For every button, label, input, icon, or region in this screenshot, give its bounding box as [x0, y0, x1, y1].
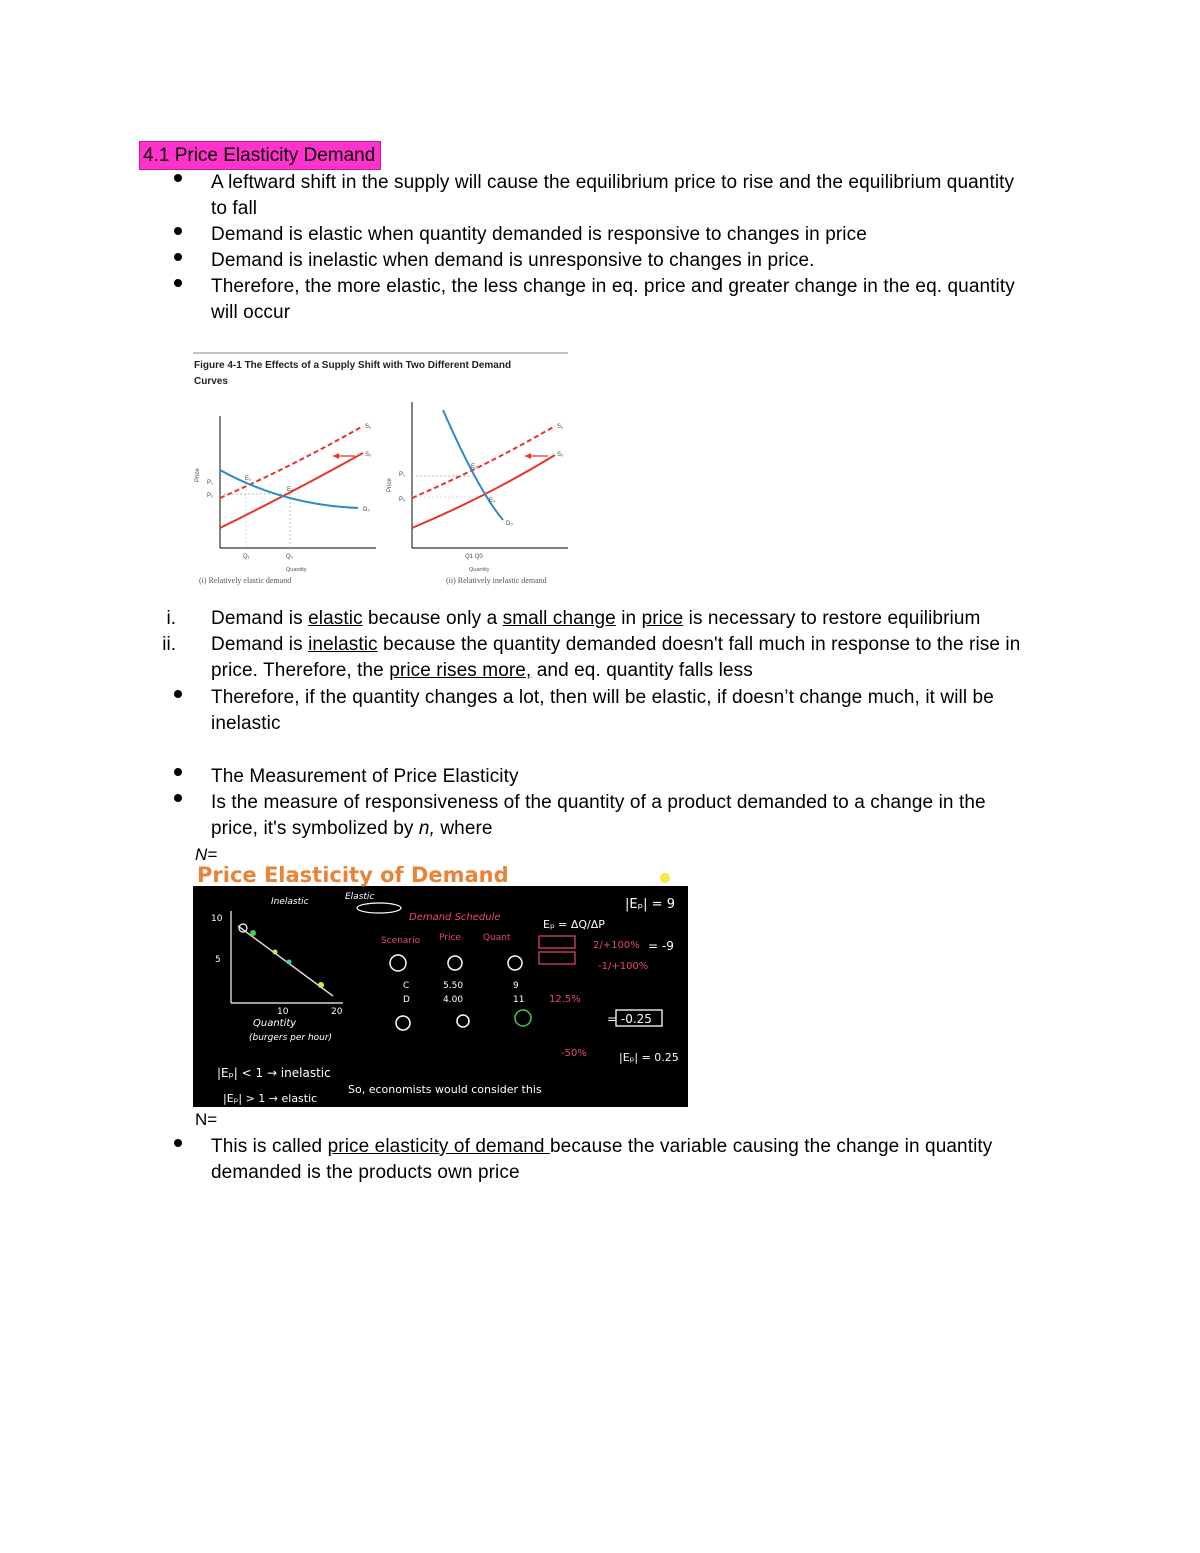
video-row-c-quant: 9 [513, 981, 519, 991]
n-equals-label: N= [195, 845, 218, 864]
video-box [539, 952, 575, 964]
label-e1: E₁ [471, 464, 478, 470]
video-scribble [448, 956, 462, 970]
video-axis-quantity-unit: (burgers per hour) [249, 1033, 333, 1043]
video-pct-neg50: -50% [561, 1048, 587, 1059]
roman-numeral-ii: ii. [162, 634, 176, 655]
video-inelastic-note: Inelastic [271, 897, 309, 907]
video-blackboard-svg [193, 866, 688, 1107]
video-point [287, 960, 292, 965]
roman-text-i [211, 606, 1071, 632]
label-q0: Q₀ [286, 554, 294, 560]
video-row-d-scenario: D [403, 995, 410, 1005]
video-abs-top: |Eₚ| = 9 [625, 897, 675, 912]
text-line [211, 658, 1071, 684]
caption-elastic: (i) Relatively elastic demand [199, 576, 292, 585]
label-q1-q0: Q1 Q0 [465, 554, 483, 560]
underlined-text: price elasticity of demand [327, 1136, 550, 1157]
panel-elastic [195, 416, 376, 573]
y-axis-label: Price [195, 468, 201, 482]
y-axis-label: Price [387, 478, 393, 492]
video-col-quant: Quant [483, 933, 511, 943]
bullet-dot [174, 253, 182, 261]
bullet-dot [174, 279, 182, 287]
text-line: to fall [211, 198, 258, 219]
video-row-d-quant: 11 [513, 995, 525, 1005]
video-tick-5y: 5 [215, 955, 221, 965]
bullet-dot [174, 690, 182, 698]
video-rule-elastic: |Eₚ| > 1 → elastic [223, 1092, 318, 1105]
label-e0: E₀ [489, 498, 496, 504]
figure-4-1 [193, 350, 571, 592]
label-s1: S₁ [365, 424, 372, 430]
underlined-text: price rises more, [389, 660, 532, 681]
bullet-text-supply-shift [211, 170, 1071, 222]
text-run: because the quantity demanded doesn't fall much in response to the rise in [377, 634, 1021, 655]
text-run: Demand is [211, 634, 309, 655]
shift-arrow-head [525, 453, 531, 459]
section-heading: 4.1 Price Elasticity Demand [139, 141, 381, 170]
video-col-scenario: Scenario [381, 936, 421, 946]
roman-numeral-i: i. [166, 608, 176, 629]
x-axis-label: Quantity [286, 567, 307, 573]
figure-title-line: Figure 4-1 The Effects of a Supply Shift with Two Different Demand [194, 360, 512, 371]
bullet-text-inelastic: Demand is inelastic when demand is unresponsive to changes in price. [211, 250, 815, 271]
video-box [539, 936, 575, 948]
label-s1: S₁ [557, 424, 564, 430]
video-elastic-note: Elastic [345, 892, 375, 902]
underlined-text: small change [502, 608, 616, 629]
text-line: demanded is the products own price [211, 1162, 520, 1183]
label-p1: P₁ [207, 480, 214, 486]
video-scribble [390, 955, 406, 971]
italic-symbol: n, [418, 818, 435, 839]
label-p0: P₀ [399, 497, 406, 503]
label-e1: E₁ [245, 476, 252, 482]
text-line: Therefore, if the quantity changes a lot, then will be elastic, if doesn’t change much, it will be [211, 687, 994, 708]
bullet-dot [174, 227, 182, 235]
bullet-text-therefore [211, 274, 1071, 326]
bullet-dot [174, 794, 182, 802]
bullet-text-measure-definition [211, 790, 1071, 842]
caption-inelastic: (ii) Relatively inelastic demand [446, 576, 547, 585]
video-frame-price-elasticity[interactable] [193, 866, 688, 1107]
n-equals-label: N= [195, 1110, 218, 1129]
bullet-dot [174, 1139, 182, 1147]
panel-inelastic [387, 402, 568, 573]
roman-text-ii [211, 632, 1071, 684]
video-point [318, 982, 324, 988]
video-formula: Eₚ = ΔQ/ΔP [543, 918, 605, 931]
video-percent-scribble: -1/+100% [598, 961, 649, 972]
video-demand-schedule: Demand Schedule [409, 912, 501, 923]
video-pct-12: 12.5% [549, 994, 581, 1005]
supply-curve-s1 [412, 426, 555, 498]
video-subtitle: So, economists would consider this [348, 1083, 542, 1096]
video-scribble [515, 1010, 531, 1026]
video-row-c-price: 5.50 [443, 981, 464, 991]
video-percent-scribble: 2/+100% [593, 940, 640, 951]
underlined-text: elastic [308, 608, 363, 629]
label-p1: P₁ [399, 472, 406, 478]
bullet-text-quantity-changes [211, 685, 1071, 737]
text-line: Is the measure of responsiveness of the quantity of a product demanded to a change in the [211, 792, 986, 813]
video-elastic-oval [357, 903, 401, 913]
label-p0: P₀ [207, 493, 214, 499]
shift-arrow-head [333, 453, 339, 459]
video-point [250, 930, 256, 936]
text-line: will occur [211, 302, 291, 323]
bullet-text-price-elasticity [211, 1134, 1071, 1186]
video-row-c-scenario: C [403, 981, 410, 991]
bullet-text-elastic: Demand is elastic when quantity demanded is responsive to changes in price [211, 224, 867, 245]
video-scribble [396, 1016, 410, 1030]
video-axis-quantity: Quantity [253, 1018, 297, 1029]
bullet-dot [174, 768, 182, 776]
video-rule-inelastic: |Eₚ| < 1 → inelastic [217, 1066, 331, 1080]
video-neg025: = -0.25 [607, 1012, 652, 1026]
underlined-text: price [641, 608, 684, 629]
text-run: price, it's symbolized by [211, 818, 419, 839]
text-run: because the variable causing the change in quantity [549, 1136, 993, 1157]
label-d0: D₀ [506, 521, 513, 527]
text-run: where [434, 818, 493, 839]
x-axis-label: Quantity [469, 567, 490, 573]
label-s0: S₀ [557, 452, 564, 458]
text-line [211, 1134, 1071, 1160]
video-title: Price Elasticity of Demand [197, 866, 509, 887]
video-tick-10: 10 [277, 1007, 289, 1017]
text-run: and eq. quantity falls less [531, 660, 753, 681]
video-tick-10y: 10 [211, 914, 223, 924]
text-line: A leftward shift in the supply will cause the equilibrium price to rise and the equilibrium quantity [211, 172, 1015, 193]
label-e0: E₀ [287, 487, 294, 493]
video-cursor-dot [660, 873, 670, 883]
text-run: because only a [362, 608, 503, 629]
video-scribble [508, 956, 522, 970]
figure-title [194, 358, 569, 390]
video-tick-20: 20 [331, 1007, 343, 1017]
bullet-dot [174, 174, 182, 182]
label-d0: D₀ [363, 507, 370, 513]
text-line: inelastic [211, 713, 281, 734]
video-scribble [457, 1015, 469, 1027]
video-row-d-price: 4.00 [443, 995, 464, 1005]
bullet-text-measurement: The Measurement of Price Elasticity [211, 766, 519, 787]
video-col-price: Price [439, 933, 461, 943]
text-line [211, 632, 1071, 658]
text-run: This is called [211, 1136, 328, 1157]
figure-title-line: Curves [194, 376, 228, 387]
video-abs-bottom: |Eₚ| = 0.25 [619, 1051, 679, 1064]
text-line [211, 816, 1071, 842]
video-neg9: = -9 [648, 939, 674, 953]
label-q1: Q₁ [243, 554, 250, 560]
text-run: in [615, 608, 642, 629]
text-run: price. Therefore, the [211, 660, 390, 681]
text-run: is necessary to restore equilibrium [683, 608, 981, 629]
video-point [273, 950, 278, 955]
text-line: Therefore, the more elastic, the less change in eq. price and greater change in the eq. quantity [211, 276, 1015, 297]
underlined-text: inelastic [308, 634, 378, 655]
text-run: Demand is [211, 608, 309, 629]
label-s0: S₀ [365, 452, 372, 458]
